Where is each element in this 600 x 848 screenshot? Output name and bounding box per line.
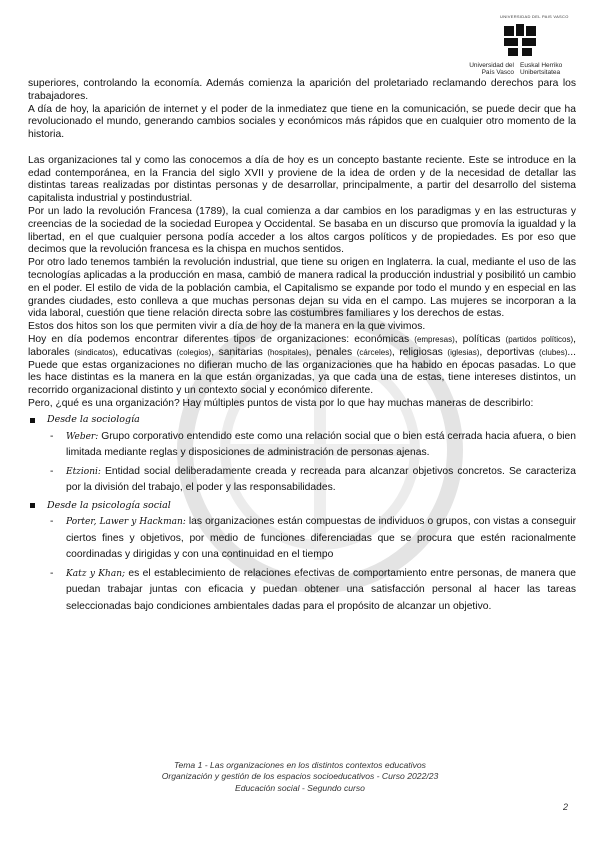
footer-line: Organización y gestión de los espacios socioeducativos - Curso 2022/23 xyxy=(161,771,439,782)
section-heading: Desde la sociología xyxy=(28,414,576,427)
upv-ehu-emblem-icon xyxy=(502,22,538,58)
paragraph: Por un lado la revolución Francesa (1789), la cual comienza a dar cambios en los paradigmas y en las estructuras y creencias de la sociedad de la sociedad Europea y Occidental. Se basaba en un discurso que promovía la igualdad y la libertad, en el que cualquier persona podía acceder a los altos cargos políticos y de propiedades. Es por eso que decimos que la revolución francesa es la chispa en muchos sentidos. xyxy=(28,205,576,256)
footer-line: Tema 1 - Las organizaciones en los distintos contextos educativos xyxy=(174,760,426,770)
paragraph: superiores, controlando la economía. Además comienza la aparición del proletariado reclamando derechos para los trabajadores. xyxy=(28,78,576,102)
list-item: - Katz y Khan; es el establecimiento de relaciones efectivas de comportamiento entre personas, de manera que puedan trabajar juntas con eficacia y puedan obtener una satisfacción personal al hacer las tareas seleccionadas bajo condiciones ambientales dadas para el propósito de alcanzar un objetivo. xyxy=(50,567,577,612)
paragraph: Las organizaciones tal y como las conocemos a día de hoy es un concepto bastante reciente. Este se introduce en la edad contemporánea, en la Francia del siglo XVII y proviene de la idea de orden y de la necesidad de detallar las distintas tareas realizadas por distintas personas y de desarrollar, principalmente, a partir del desarrollo del sistema capitalista industrial y postindustrial. xyxy=(28,154,576,205)
university-logo xyxy=(462,14,572,76)
section-heading: Desde la psicología social xyxy=(28,500,576,513)
list-item: - Porter, Lawer y Hackman: las organizaciones están compuestas de individuos o grupos, con vistas a conseguir ciertos fines y objetivos, por medio de funciones diferenciadas que se procura que estén racionalmente coordinadas y dirigidas y con una continuidad en el tiempo xyxy=(50,516,577,561)
author-name: Weber: xyxy=(66,431,99,442)
logo-text-eu: Euskal Herriko Unibertsitatea xyxy=(520,62,563,76)
footer-line: Educación social - Segundo curso xyxy=(235,782,365,793)
paragraph: A día de hoy, la aparición de internet y el poder de la inmediatez que tiene en la comunicación, se puede decir que ha revolucionado el mundo, generando cambios sociales y económicos más rápidos que en cualquier otro momento de la historia. xyxy=(28,103,576,141)
page-footer xyxy=(0,760,600,794)
paragraph: Estos dos hitos son los que permiten vivir a día de hoy de la manera en la que vivimos. xyxy=(28,321,426,333)
author-name: Etzioni: xyxy=(66,466,101,477)
paragraph-organization-types: Hoy en día podemos encontrar diferentes tipos de organizaciones: económicas (empresas), políticas (partidos políticos), laborales (sindicatos), educativas (colegios), sanitarias (hospitales), penales (cárceles), religiosas (iglesias), deportivas (clubes)... Puede que estas organizaciones no difieran mucho de las organizaciones que ha habido en épocas pasadas. Lo que les hace distintas es la manera en la que están organizadas, ya que cada una de estas, tiene intereses distintos, un recorrido organizacional distinto y un contexto social y económico diferente. xyxy=(28,333,577,397)
page-number: 2 xyxy=(562,802,568,812)
paragraph: Por otro lado tenemos también la revolución industrial, que tiene su origen en Inglaterra. la cual, mediante el uso de las tecnologías aplicadas a la producción en masa, cambió de manera radical la producción industrial y posibilitó un cambio en el poder. El estilo de vida de la población cambia, el Capitalismo se expande por todo el mundo y en especial en las grandes ciudades, esto conlleva a que muchas personas dejan su vida en el campo. Las mujeres se incorporan a la vida laboral, cuestión que tiene relación directa sobre las costumbres familiares y los derechos de estas. xyxy=(28,257,576,320)
paragraph: Pero, ¿qué es una organización? Hay múltiples puntos de vista por lo que hay muchas maneras de describirlo: xyxy=(28,397,534,409)
main-content xyxy=(28,78,576,617)
author-name: Porter, Lawer y Hackman: xyxy=(66,517,186,528)
list-item: - Weber: Grupo corporativo entendido este como una relación social que o bien está cerrada hacia afuera, o bien limitada mediante reglas y disposiciones de administración de personas ajenas. xyxy=(50,430,576,459)
square-bullet-icon xyxy=(30,503,35,508)
square-bullet-icon xyxy=(30,418,35,423)
logo-top-text: UNIVERSIDAD DEL PAIS VASCO xyxy=(500,14,569,19)
author-name: Katz y Khan; xyxy=(66,568,126,579)
list-item: - Etzioni: Entidad social deliberadamente creada y recreada para alcanzar objetivos concretos. Se caracteriza por la división del trabajo, el poder y las responsabilidades. xyxy=(50,465,576,494)
logo-text-es: Universidad del País Vasco xyxy=(469,62,514,76)
